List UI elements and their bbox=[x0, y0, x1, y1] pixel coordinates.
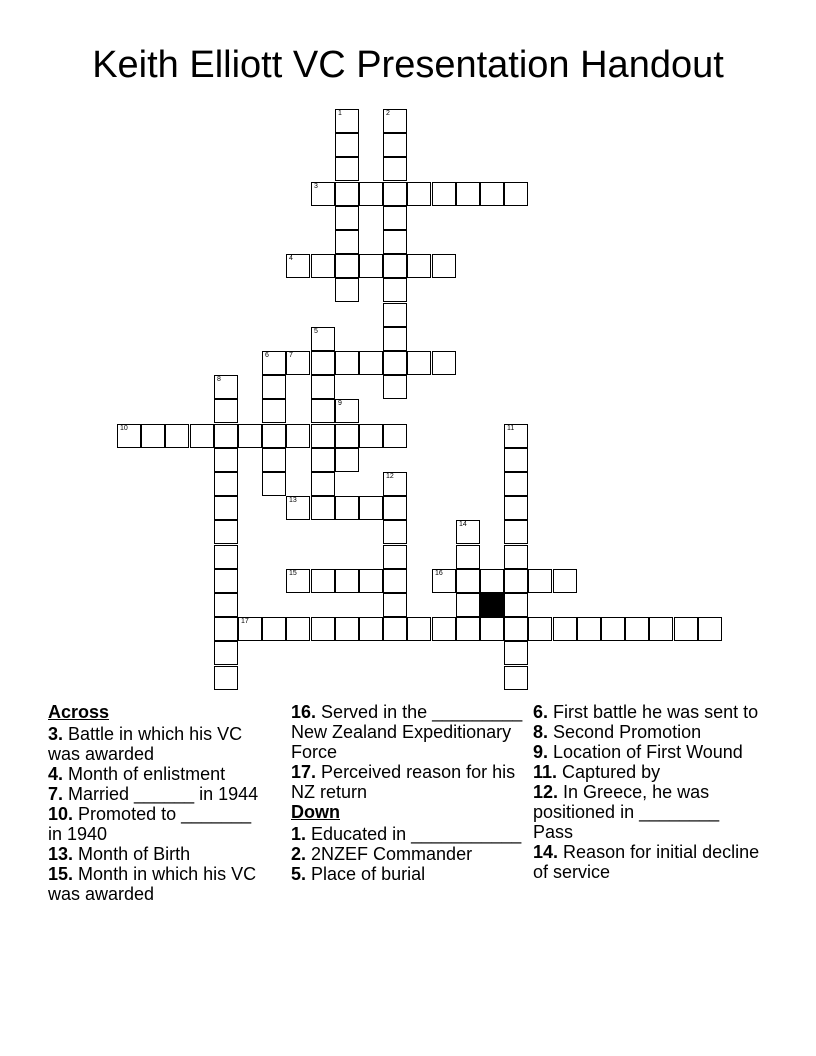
grid-cell[interactable] bbox=[528, 617, 552, 641]
grid-cell[interactable] bbox=[311, 399, 335, 423]
grid-cell[interactable] bbox=[359, 496, 383, 520]
grid-cell[interactable] bbox=[480, 182, 504, 206]
grid-cell[interactable] bbox=[214, 593, 238, 617]
grid-cell[interactable] bbox=[335, 448, 359, 472]
grid-cell[interactable] bbox=[335, 230, 359, 254]
grid-cell[interactable] bbox=[335, 399, 359, 423]
grid-cell[interactable] bbox=[311, 424, 335, 448]
clue-number: 3 bbox=[314, 183, 318, 190]
grid-cell[interactable] bbox=[383, 109, 407, 133]
clue-across-13: 13. Month of Birth bbox=[48, 844, 191, 864]
grid-cell[interactable] bbox=[286, 351, 310, 375]
grid-cell[interactable] bbox=[383, 327, 407, 351]
grid-cell[interactable] bbox=[456, 593, 480, 617]
grid-cell[interactable] bbox=[432, 254, 456, 278]
grid-cell[interactable] bbox=[262, 351, 286, 375]
across-heading: Across bbox=[48, 702, 110, 722]
grid-cell[interactable] bbox=[335, 278, 359, 302]
grid-cell[interactable] bbox=[359, 424, 383, 448]
grid-cell[interactable] bbox=[214, 375, 238, 399]
clue-across-3: 3. Battle in which his VC was awarded bbox=[48, 724, 243, 764]
grid-cell[interactable] bbox=[359, 569, 383, 593]
grid-cell[interactable] bbox=[359, 254, 383, 278]
grid-cell[interactable] bbox=[698, 617, 722, 641]
clue-number: 15 bbox=[289, 570, 297, 577]
grid-cell[interactable] bbox=[262, 424, 286, 448]
grid-cell[interactable] bbox=[577, 617, 601, 641]
grid-cell[interactable] bbox=[335, 182, 359, 206]
clue-number: 2 bbox=[386, 110, 390, 117]
grid-cell[interactable] bbox=[456, 182, 480, 206]
grid-cell[interactable] bbox=[504, 666, 528, 690]
grid-cell[interactable] bbox=[504, 472, 528, 496]
grid-cell[interactable] bbox=[383, 303, 407, 327]
grid-cell-blocked bbox=[480, 593, 504, 617]
grid-cell[interactable] bbox=[674, 617, 698, 641]
grid-cell[interactable] bbox=[504, 545, 528, 569]
grid-cell[interactable] bbox=[190, 424, 214, 448]
grid-cell[interactable] bbox=[383, 545, 407, 569]
grid-cell[interactable] bbox=[214, 399, 238, 423]
clue-down-6: 6. First battle he was sent to bbox=[533, 702, 759, 722]
clue-across-17: 17. Perceived reason for his NZ return bbox=[291, 762, 516, 802]
grid-cell[interactable] bbox=[504, 593, 528, 617]
grid-cell[interactable] bbox=[335, 254, 359, 278]
grid-cell[interactable] bbox=[311, 472, 335, 496]
grid-cell[interactable] bbox=[335, 109, 359, 133]
grid-cell[interactable] bbox=[262, 448, 286, 472]
grid-cell[interactable] bbox=[432, 182, 456, 206]
grid-cell[interactable] bbox=[383, 182, 407, 206]
clue-down-1: 1. Educated in ___________ bbox=[291, 824, 522, 844]
grid-cell[interactable] bbox=[286, 424, 310, 448]
grid-cell[interactable] bbox=[504, 182, 528, 206]
grid-cell[interactable] bbox=[625, 617, 649, 641]
clue-down-12: 12. In Greece, he was positioned in ________ Pass bbox=[533, 782, 720, 842]
clue-down-9: 9. Location of First Wound bbox=[533, 742, 743, 762]
grid-cell[interactable] bbox=[214, 641, 238, 665]
grid-cell[interactable] bbox=[456, 520, 480, 544]
clue-across-10: 10. Promoted to _______ in 1940 bbox=[48, 804, 252, 844]
grid-cell[interactable] bbox=[383, 424, 407, 448]
grid-cell[interactable] bbox=[383, 569, 407, 593]
grid-cell[interactable] bbox=[286, 617, 310, 641]
grid-cell[interactable] bbox=[553, 569, 577, 593]
clue-number: 12 bbox=[386, 473, 394, 480]
grid-cell[interactable] bbox=[383, 254, 407, 278]
grid-cell[interactable] bbox=[649, 617, 673, 641]
grid-cell[interactable] bbox=[383, 617, 407, 641]
grid-cell[interactable] bbox=[359, 617, 383, 641]
grid-cell[interactable] bbox=[335, 424, 359, 448]
grid-cell[interactable] bbox=[553, 617, 577, 641]
clue-number: 9 bbox=[338, 400, 342, 407]
clue-across-15: 15. Month in which his VC was awarded bbox=[48, 864, 257, 904]
grid-cell[interactable] bbox=[286, 496, 310, 520]
grid-cell[interactable] bbox=[456, 617, 480, 641]
clue-number: 8 bbox=[217, 376, 221, 383]
clue-down-11: 11. Captured by bbox=[533, 762, 661, 782]
grid-cell[interactable] bbox=[504, 424, 528, 448]
grid-cell[interactable] bbox=[311, 496, 335, 520]
grid-cell[interactable] bbox=[383, 351, 407, 375]
grid-cell[interactable] bbox=[456, 569, 480, 593]
grid-cell[interactable] bbox=[407, 617, 431, 641]
grid-cell[interactable] bbox=[117, 424, 141, 448]
grid-cell[interactable] bbox=[383, 278, 407, 302]
grid-cell[interactable] bbox=[480, 617, 504, 641]
grid-cell[interactable] bbox=[214, 617, 238, 641]
clue-number: 10 bbox=[120, 425, 128, 432]
grid-cell[interactable] bbox=[383, 520, 407, 544]
grid-cell[interactable] bbox=[238, 617, 262, 641]
clue-number: 1 bbox=[338, 110, 342, 117]
grid-cell[interactable] bbox=[214, 520, 238, 544]
grid-cell[interactable] bbox=[407, 254, 431, 278]
clue-number: 4 bbox=[289, 255, 293, 262]
grid-cell[interactable] bbox=[504, 569, 528, 593]
clue-down-8: 8. Second Promotion bbox=[533, 722, 702, 742]
grid-cell[interactable] bbox=[359, 182, 383, 206]
clue-across-16: 16. Served in the _________ New Zealand Expeditionary Force bbox=[291, 702, 523, 762]
clue-down-14: 14. Reason for initial decline of service bbox=[533, 842, 760, 882]
grid-cell[interactable] bbox=[141, 424, 165, 448]
grid-cell[interactable] bbox=[311, 375, 335, 399]
grid-cell[interactable] bbox=[214, 545, 238, 569]
grid-cell[interactable] bbox=[601, 617, 625, 641]
page-title: Keith Elliott VC Presentation Handout bbox=[92, 44, 724, 86]
grid-cell[interactable] bbox=[504, 641, 528, 665]
grid-cell[interactable] bbox=[504, 496, 528, 520]
clue-number: 5 bbox=[314, 328, 318, 335]
grid-cell[interactable] bbox=[165, 424, 189, 448]
grid-cell[interactable] bbox=[504, 617, 528, 641]
grid-cell[interactable] bbox=[335, 617, 359, 641]
grid-cell[interactable] bbox=[432, 617, 456, 641]
grid-cell[interactable] bbox=[504, 448, 528, 472]
grid-cell[interactable] bbox=[214, 569, 238, 593]
grid-cell[interactable] bbox=[383, 375, 407, 399]
grid-cell[interactable] bbox=[311, 569, 335, 593]
grid-cell[interactable] bbox=[528, 569, 552, 593]
grid-cell[interactable] bbox=[383, 472, 407, 496]
grid-cell[interactable] bbox=[311, 351, 335, 375]
clue-number: 7 bbox=[289, 352, 293, 359]
grid-cell[interactable] bbox=[335, 157, 359, 181]
grid-cell[interactable] bbox=[311, 448, 335, 472]
clue-number: 11 bbox=[507, 425, 515, 432]
grid-cell[interactable] bbox=[214, 666, 238, 690]
clue-number: 17 bbox=[241, 618, 249, 625]
grid-cell[interactable] bbox=[383, 593, 407, 617]
grid-cell[interactable] bbox=[238, 424, 262, 448]
clues-column-2 bbox=[291, 702, 526, 884]
grid-cell[interactable] bbox=[432, 569, 456, 593]
grid-cell[interactable] bbox=[286, 569, 310, 593]
grid-cell[interactable] bbox=[262, 472, 286, 496]
clue-down-5: 5. Place of burial bbox=[291, 864, 426, 884]
grid-cell[interactable] bbox=[504, 520, 528, 544]
down-heading: Down bbox=[291, 802, 340, 822]
grid-cell[interactable] bbox=[407, 351, 431, 375]
grid-cell[interactable] bbox=[311, 254, 335, 278]
clue-number: 13 bbox=[289, 497, 297, 504]
grid-cell[interactable] bbox=[262, 399, 286, 423]
clue-across-7: 7. Married ______ in 1944 bbox=[48, 784, 259, 804]
grid-cell[interactable] bbox=[214, 496, 238, 520]
clues-column-1 bbox=[48, 702, 263, 904]
grid-cell[interactable] bbox=[262, 617, 286, 641]
clue-across-4: 4. Month of enlistment bbox=[48, 764, 226, 784]
grid-cell[interactable] bbox=[214, 424, 238, 448]
grid-cell[interactable] bbox=[286, 254, 310, 278]
grid-cell[interactable] bbox=[335, 351, 359, 375]
grid-cell[interactable] bbox=[311, 617, 335, 641]
grid-cell[interactable] bbox=[214, 448, 238, 472]
grid-cell[interactable] bbox=[383, 157, 407, 181]
grid-cell[interactable] bbox=[383, 496, 407, 520]
grid-cell[interactable] bbox=[335, 206, 359, 230]
grid-cell[interactable] bbox=[432, 351, 456, 375]
grid-cell[interactable] bbox=[311, 182, 335, 206]
clue-down-2: 2. 2NZEF Commander bbox=[291, 844, 473, 864]
clues-column-3 bbox=[533, 702, 763, 882]
grid-cell[interactable] bbox=[383, 133, 407, 157]
grid-cell[interactable] bbox=[383, 206, 407, 230]
grid-cell[interactable] bbox=[335, 133, 359, 157]
grid-cell[interactable] bbox=[335, 496, 359, 520]
grid-cell[interactable] bbox=[407, 182, 431, 206]
grid-cell[interactable] bbox=[335, 569, 359, 593]
clue-number: 6 bbox=[265, 352, 269, 359]
grid-cell[interactable] bbox=[262, 375, 286, 399]
clue-number: 14 bbox=[459, 521, 467, 528]
grid-cell[interactable] bbox=[456, 545, 480, 569]
grid-cell[interactable] bbox=[214, 472, 238, 496]
clue-number: 16 bbox=[435, 570, 443, 577]
grid-cell[interactable] bbox=[480, 569, 504, 593]
grid-cell[interactable] bbox=[383, 230, 407, 254]
grid-cell[interactable] bbox=[359, 351, 383, 375]
grid-cell[interactable] bbox=[311, 327, 335, 351]
